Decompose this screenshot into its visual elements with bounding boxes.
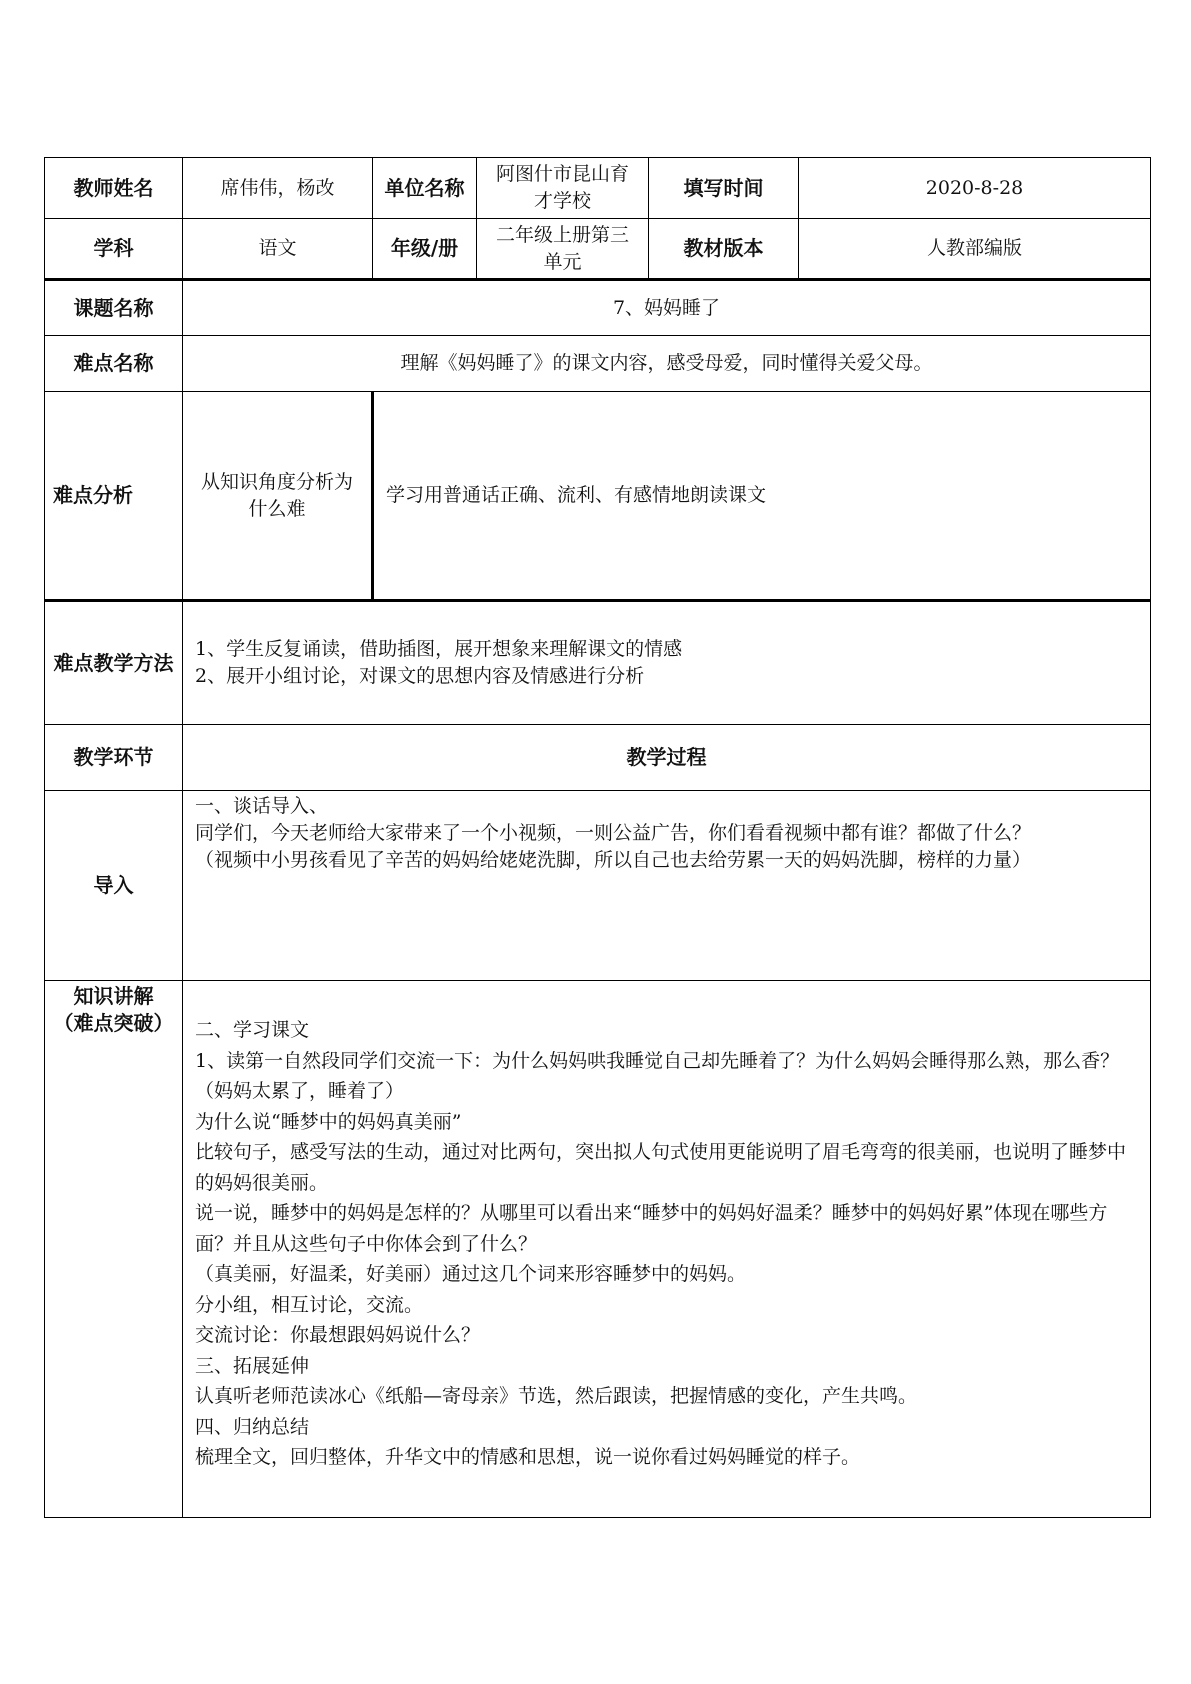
lesson-line: 为什么说“睡梦中的妈妈真美丽” [195, 1110, 462, 1133]
intro-row [45, 791, 1151, 981]
date-label: 填写时间 [649, 158, 799, 219]
subject-label: 学科 [45, 219, 183, 280]
topic-value: 7、妈妈睡了 [183, 280, 1151, 336]
analysis-sub-label: 从知识角度分析为什么难 [183, 392, 373, 601]
edition-label: 教材版本 [649, 219, 799, 280]
lesson-line: 梳理全文，回归整体，升华文中的情感和思想，说一说你看过妈妈睡觉的样子。 [195, 1446, 861, 1468]
lesson-line: 比较句子，感受写法的生动，通过对比两句，突出拟人句式使用更能说明了眉毛弯弯的很美丽，也说明了睡梦中的妈妈很美丽。 [195, 1141, 1127, 1194]
header-row-1 [45, 158, 1151, 219]
lesson-content [183, 981, 1151, 1518]
lesson-label [45, 981, 183, 1518]
lesson-label-line1: 知识讲解 [73, 984, 154, 1008]
difficulty-value: 理解《妈妈睡了》的课文内容，感受母爱，同时懂得关爱父母。 [183, 336, 1151, 392]
method-line: 2、展开小组讨论，对课文的思想内容及情感进行分析 [195, 665, 645, 687]
method-content [183, 601, 1151, 725]
lesson-plan-table [44, 157, 1151, 1518]
process-title: 教学过程 [183, 725, 1151, 791]
lesson-line: 四、归纳总结 [195, 1415, 310, 1438]
intro-line: 同学们，今天老师给大家带来了一个小视频，一则公益广告，你们看看视频中都有谁？都做了什么？ [195, 822, 1032, 844]
topic-row [45, 280, 1151, 336]
difficulty-row [45, 336, 1151, 392]
teacher-label: 教师姓名 [45, 158, 183, 219]
lesson-line: （妈妈太累了，睡着了） [195, 1080, 405, 1102]
difficulty-label: 难点名称 [45, 336, 183, 392]
lesson-line: 三、拓展延伸 [195, 1354, 310, 1377]
method-line: 1、学生反复诵读，借助插图，展开想象来理解课文的情感 [195, 638, 683, 660]
subject-value: 语文 [183, 219, 373, 280]
lesson-row [45, 981, 1151, 1518]
lesson-line: 分小组，相互讨论，交流。 [195, 1293, 424, 1316]
grade-value: 二年级上册第三单元 [477, 219, 649, 280]
unit-label: 单位名称 [373, 158, 477, 219]
lesson-line: 二、学习课文 [195, 1019, 310, 1041]
intro-line: 一、谈话导入、 [195, 795, 329, 817]
grade-label: 年级/册 [373, 219, 477, 280]
process-header-row [45, 725, 1151, 791]
lesson-line: 认真听老师范读冰心《纸船—寄母亲》节选，然后跟读，把握情感的变化，产生共鸣。 [195, 1385, 918, 1407]
method-row [45, 601, 1151, 725]
analysis-value: 学习用普通话正确、流利、有感情地朗读课文 [373, 392, 1151, 601]
analysis-row [45, 392, 1151, 601]
lesson-line: 说一说，睡梦中的妈妈是怎样的？从哪里可以看出来“睡梦中的妈妈好温柔？睡梦中的妈妈好累”体现在哪些方面？并且从这些句子中你体会到了什么？ [195, 1202, 1108, 1255]
date-value: 2020-8-28 [799, 158, 1151, 219]
process-step-label: 教学环节 [45, 725, 183, 791]
lesson-label-line2: （难点突破） [53, 1011, 174, 1035]
analysis-label: 难点分析 [45, 392, 183, 601]
header-row-2 [45, 219, 1151, 280]
topic-label: 课题名称 [45, 280, 183, 336]
lesson-line: 交流讨论：你最想跟妈妈说什么？ [195, 1324, 481, 1346]
lesson-line: 1、读第一自然段同学们交流一下：为什么妈妈哄我睡觉自己却先睡着了？为什么妈妈会睡得那么熟，那么香？ [195, 1049, 1120, 1072]
teacher-value: 席伟伟，杨改 [183, 158, 373, 219]
intro-line: （视频中小男孩看见了辛苦的妈妈给姥姥洗脚，所以自己也去给劳累一天的妈妈洗脚，榜样的力量） [195, 849, 1032, 871]
intro-content [183, 791, 1151, 981]
method-label: 难点教学方法 [45, 601, 183, 725]
lesson-line: （真美丽，好温柔，好美丽）通过这几个词来形容睡梦中的妈妈。 [195, 1263, 747, 1285]
unit-value: 阿图什市昆山育才学校 [477, 158, 649, 219]
intro-label: 导入 [45, 791, 183, 981]
edition-value: 人教部编版 [799, 219, 1151, 280]
